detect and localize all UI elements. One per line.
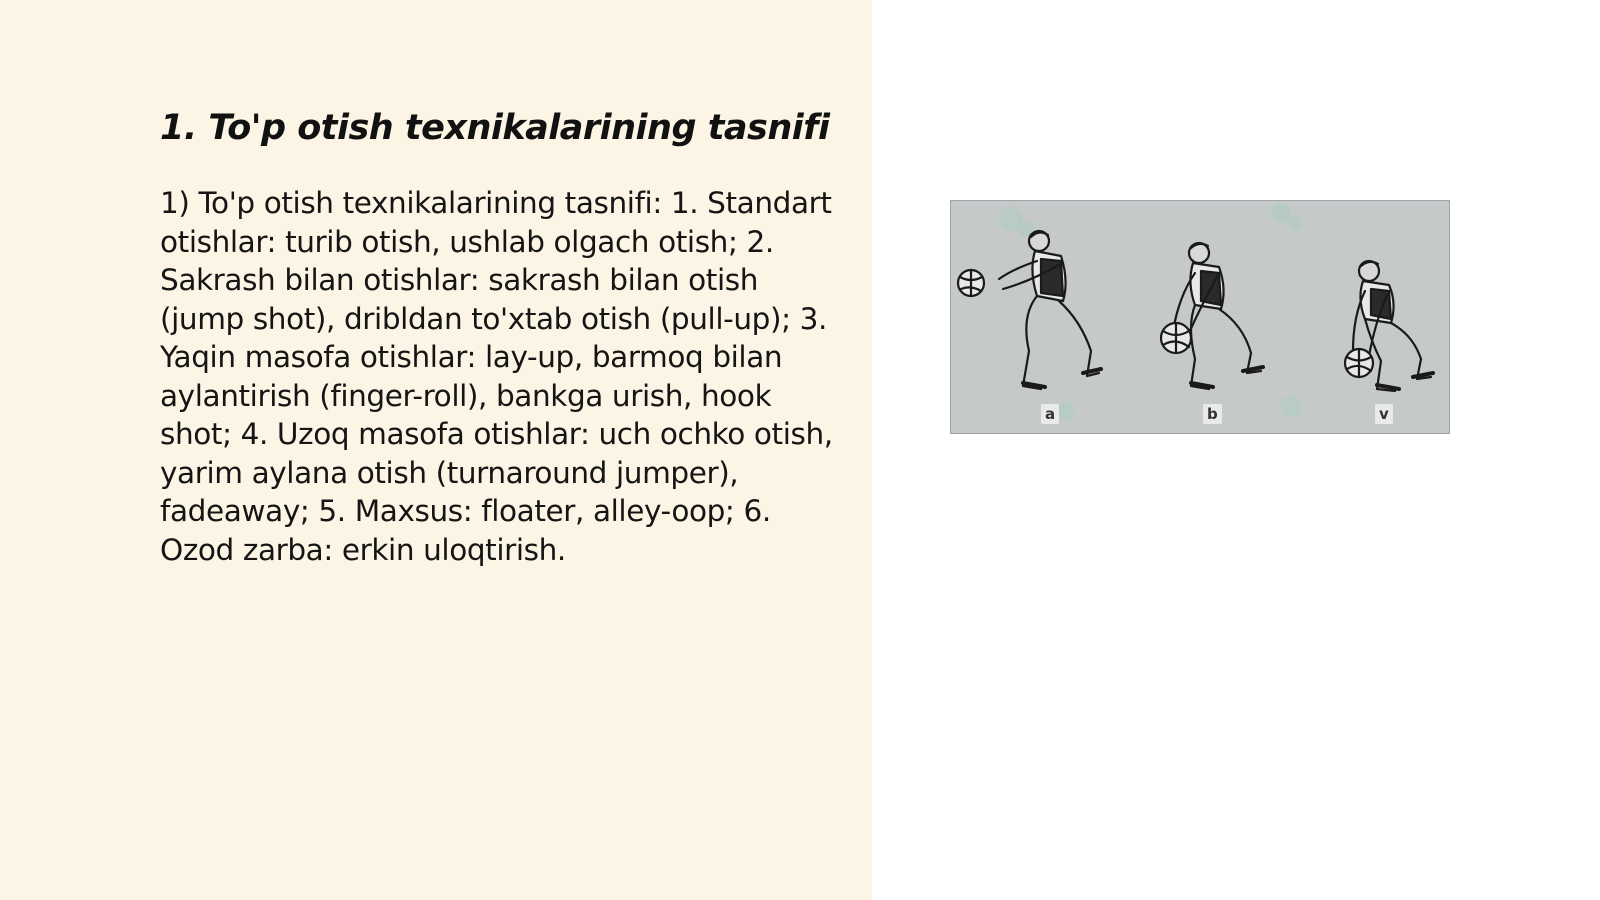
right-panel <box>872 0 1600 900</box>
basketball-players-illustration <box>950 200 1450 434</box>
player-figure-v <box>1345 261 1433 391</box>
slide-body-text: 1) To'p otish texnikalarining tasnifi: 1. Standart otishlar: turib otish, ushlab olgach otish; 2. Sakrash bilan otishlar: sakrash bilan otish (jump shot), dribldan to'xtab otish (pull-up); 3. Yaqin masofa otishlar: lay-up, barmoq bilan aylantirish (finger-roll), bankga urish, hook shot; 4. Uzoq masofa otishlar: uch ochko otish, yarim aylana otish (turnaround jumper), fadeaway; 5. Maxsus: floater, alley-oop; 6. Ozod zarba: erkin uloqtirish. <box>160 186 833 567</box>
figure-label-a: a <box>1041 404 1059 424</box>
player-figure-b <box>1161 243 1263 389</box>
slide-title: 1. To'p otish texnikalarining tasnifi <box>160 108 830 148</box>
figure-label-b: b <box>1203 404 1222 424</box>
illustration-drawing <box>951 201 1449 433</box>
figure-label-v: v <box>1375 404 1393 424</box>
player-figure-a <box>958 231 1101 389</box>
